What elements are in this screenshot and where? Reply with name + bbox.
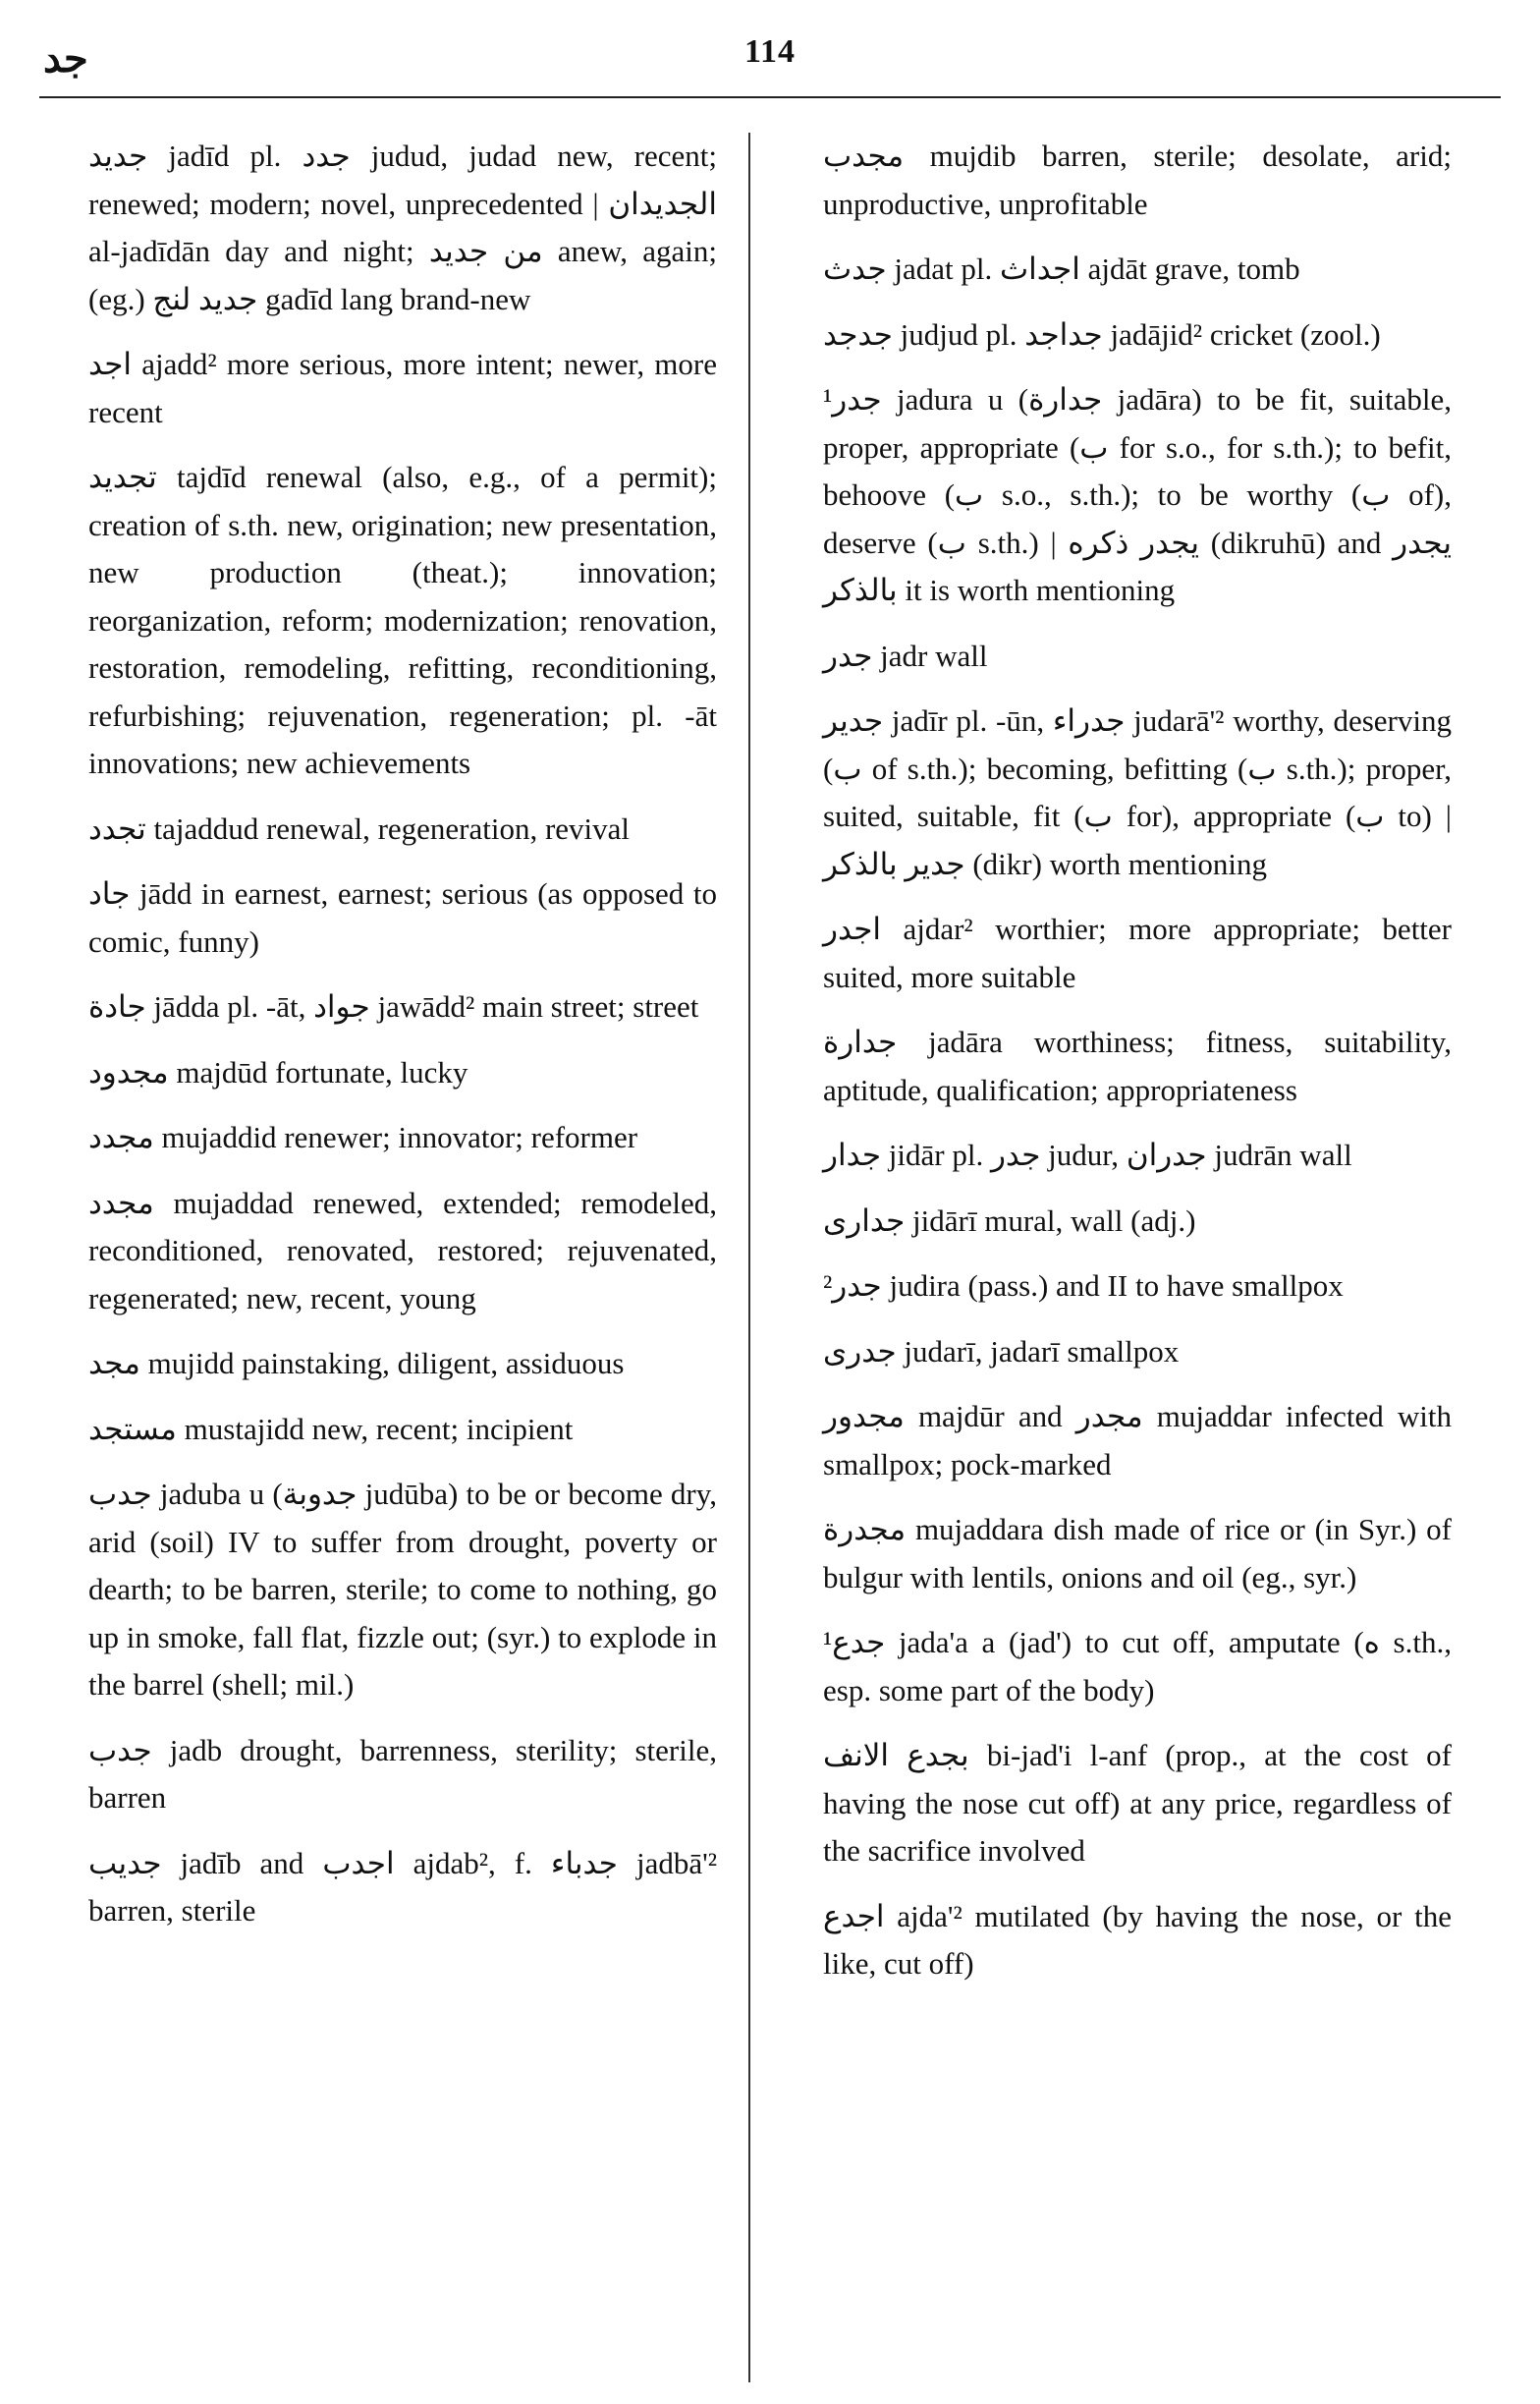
entry: جاد jādd in earnest, earnest; serious (as opposed to comic, funny): [88, 876, 717, 959]
root-entry: جدجد judjud pl. جداجد jadājid² cricket (zool.): [823, 316, 1381, 352]
entry: جدارى jidārī mural, wall (adj.): [823, 1202, 1196, 1238]
entry: جدير jadīr pl. -ūn, جدراء judarā'² worthy, deserving (ب of s.th.); becoming, befitting (ب s.th.); proper, suited, suitable, fit (ب for), appropriate (ب to) | جدير بالذكر (dikr) worth mentioning: [823, 703, 1452, 881]
entry: مجدب mujdib barren, sterile; desolate, arid; unproductive, unprofitable: [823, 139, 1452, 221]
entry: جادة jādda pl. -āt, جواد jawādd² main street; street: [88, 989, 699, 1024]
entry: اجد ajadd² more serious, more intent; newer, more recent: [88, 347, 717, 429]
root-entry: جدث jadat pl. اجداث ajdāt grave, tomb: [823, 252, 1300, 286]
entry: اجدع ajda'² mutilated (by having the nose, or the like, cut off): [823, 1898, 1452, 1981]
entry: جدارة jadāra worthiness; fitness, suitability, aptitude, qualification; appropriateness: [823, 1025, 1452, 1107]
entry: جديب jadīb and اجدب ajdab², f. جدباء jadbā'² barren, sterile: [88, 1845, 717, 1928]
running-head-root: جد: [43, 36, 88, 81]
entry: بجدع الانف bi-jad'i l-anf (prop., at the cost of having the nose cut off) at any price, regardless of the sacrifice involved: [823, 1738, 1452, 1868]
entry: جديد jadīd pl. جدد judud, judad new, recent; renewed; modern; novel, unprecedented | الجديدان al-jadīdān day and night; من جديد anew, again; (eg.) جديد لنج gadīd lang brand-new: [88, 139, 718, 316]
entry: مجدد mujaddad renewed, extended; remodeled, reconditioned, renovated, restored; rejuvenated, regenerated; new, recent, young: [88, 1185, 717, 1315]
column-divider: [748, 133, 750, 2382]
entry: جدرى judarī, jadarī smallpox: [823, 1333, 1180, 1369]
entry: تجديد tajdīd renewal (also, e.g., of a permit); creation of s.th. new, origination; new presentation, new production (theat.); innovation; reorganization, reform; modernization; renovation, restoration, remodeling, refitting, reconditioning, refurbishing; rejuvenation, regeneration; pl. -āt innovations; new achievements: [88, 460, 717, 780]
entry: اجدر ajdar² worthier; more appropriate; better suited, more suitable: [823, 912, 1452, 994]
header-rule: [39, 96, 1501, 98]
entry: جدر jadr wall: [823, 638, 988, 673]
entry: تجدد tajaddud renewal, regeneration, revival: [88, 811, 631, 846]
root-entry: ²جدر judira (pass.) and II to have smallpox: [823, 1268, 1344, 1303]
entry: جدب jadb drought, barrenness, sterility; sterile, barren: [88, 1732, 717, 1815]
entry: مجدرة mujaddara dish made of rice or (in Syr.) of bulgur with lentils, onions and oil (eg., syr.): [823, 1512, 1452, 1594]
entry: مجدور majdūr and مجدر mujaddar infected with smallpox; pock-marked: [823, 1399, 1452, 1482]
entry: مجدد mujaddid renewer; innovator; reformer: [88, 1120, 638, 1154]
page-number: 114: [743, 33, 797, 70]
right-column: [823, 133, 1452, 2006]
root-entry: ¹جدر jadura u (جدارة jadāra) to be fit, suitable, proper, appropriate (ب for s.o., for s.th.); to befit, behoove (ب s.o., s.th.); to be worthy (ب of), deserve (ب s.th.) | يجدر ذكره (dikruhū) and يجدر بالذكر it is worth mentioning: [823, 382, 1453, 607]
entry: مجد mujidd painstaking, diligent, assiduous: [88, 1346, 625, 1380]
entry: مستجد mustajidd new, recent; incipient: [88, 1411, 574, 1446]
root-entry: جدب jaduba u (جدوبة judūba) to be or become dry, arid (soil) IV to suffer from drought, poverty or dearth; to be barren, sterile; to come to nothing, go up in smoke, fall flat, fizzle out; (syr.) to explode in the barrel (shell; mil.): [88, 1477, 717, 1702]
entry: مجدود majdūd fortunate, lucky: [88, 1054, 468, 1090]
left-column: [88, 133, 717, 1953]
root-entry: ¹جدع jada'a a (jad') to cut off, amputate (ه s.th., esp. some part of the body): [823, 1625, 1452, 1707]
entry: جدار jidār pl. جدر judur, جدران judrān wall: [823, 1138, 1352, 1172]
